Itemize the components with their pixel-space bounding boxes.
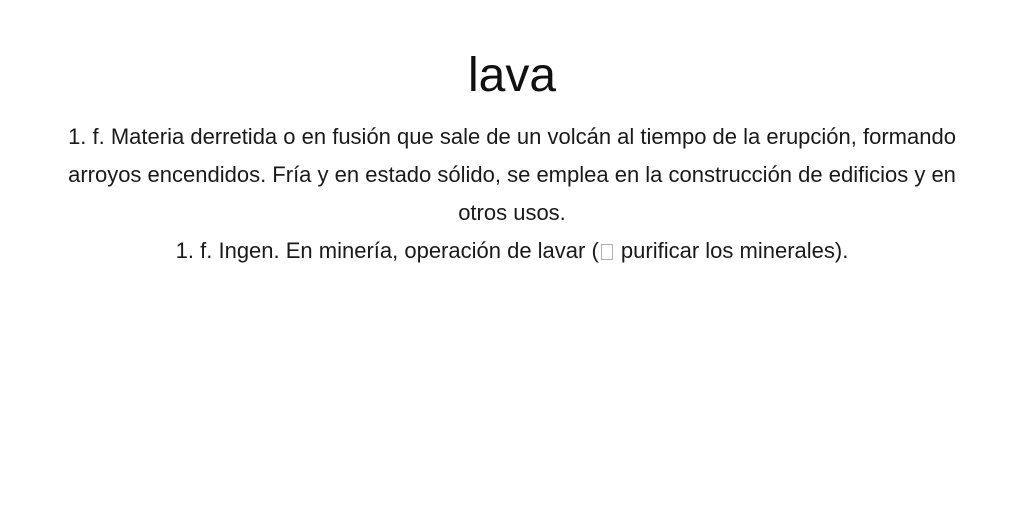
entry-word: lava	[467, 49, 557, 102]
definitions-list	[52, 118, 972, 270]
definition-item: 1. f. Materia derretida o en fusión que sale de un volcán al tiempo de la erupción, formando arroyos encendidos. Fría y en estado sólido, se emplea en la construcción de edificios y en otros usos.	[68, 124, 956, 225]
definition-text-end: purificar los minerales).	[614, 238, 849, 263]
definition-item	[52, 232, 972, 270]
missing-glyph-icon	[601, 244, 613, 260]
definition-text-start: 1. f. Ingen. En minería, operación de lavar (	[175, 238, 599, 263]
